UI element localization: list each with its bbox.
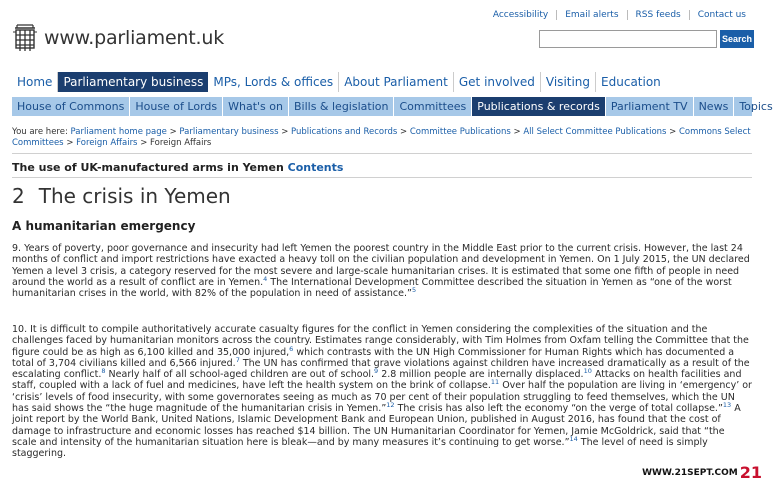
nav-mps-lords-offices[interactable]: MPs, Lords & offices [208, 72, 339, 92]
search-button[interactable]: Search [720, 30, 754, 48]
chapter-number: 2 [12, 184, 25, 208]
breadcrumb-item[interactable]: Parliamentary business [179, 127, 279, 137]
nav-about-parliament[interactable]: About Parliament [339, 72, 454, 92]
site-logo[interactable] [12, 22, 224, 54]
footnote-link[interactable]: 11 [490, 378, 500, 387]
divider [12, 153, 752, 154]
email-alerts-link[interactable]: Email alerts [556, 10, 626, 20]
paragraph-text: 2.8 million people are internally displaced. [378, 369, 584, 381]
secondary-nav [12, 97, 773, 116]
paragraph-text: A joint report by the World Bank, United Nations, Islamic Development Bank and European Union, published in August 2016, has found that the cost of damage to infrastructure and economic losses has reached $14 billion. The UN Humanitarian Coordinator for Yemen, Jamie McGoldrick, said that “the scale and intensity of the humanitarian situation here is bleak—and by many measures it’s continuing to get worse.” [12, 403, 741, 448]
contact-us-link[interactable]: Contact us [689, 10, 754, 20]
paragraph-text: Over half the population are living in ‘emergency’ or ‘crisis’ levels of food insecurity, with some governorates seeing as much as 70 per cent of their population struggling to feed themselves, which the UN has said shows the “the huge magnitude of the humanitarian crisis in Yemen.” [12, 380, 752, 415]
footnote-link[interactable]: 9 [374, 367, 379, 376]
paragraph-10 [12, 324, 752, 460]
subnav-house-of-commons[interactable]: House of Commons [12, 97, 130, 116]
chapter-heading [12, 184, 231, 208]
footnote-link[interactable]: 5 [411, 286, 417, 295]
subnav-committees[interactable]: Committees [394, 97, 472, 116]
nav-home[interactable]: Home [12, 72, 58, 92]
paragraph-text: The International Development Committee described the situation in Yemen as “one of the worst humanitarian crises in the world, with 82% of the population in need of assistance.” [12, 276, 732, 300]
subnav-house-of-lords[interactable]: House of Lords [130, 97, 223, 116]
subnav-news[interactable]: News [694, 97, 735, 116]
breadcrumb-item[interactable]: Committee Publications [409, 127, 511, 137]
report-title [12, 161, 343, 174]
footnote-link[interactable]: 14 [569, 434, 578, 443]
nav-parliamentary-business[interactable]: Parliamentary business [58, 72, 208, 92]
paragraph-text: which contrasts with the UN High Commissioner for Human Rights which has documented a total of 3,704 civilians killed and 6,566 injured. [12, 346, 735, 369]
nav-visiting[interactable]: Visiting [541, 72, 596, 92]
nav-get-involved[interactable]: Get involved [454, 72, 541, 92]
accessibility-link[interactable]: Accessibility [492, 10, 549, 20]
footnote-link[interactable]: 13 [722, 400, 732, 409]
search-bar [539, 30, 754, 48]
breadcrumb-current: Foreign Affairs [150, 138, 212, 148]
footnote-link[interactable]: 8 [101, 367, 106, 376]
breadcrumb-item[interactable]: Publications and Records [291, 127, 398, 137]
footnote-link[interactable]: 10 [583, 367, 592, 376]
paragraph-text: The level of need is simply staggering. [12, 436, 708, 460]
portcullis-icon [12, 22, 38, 54]
section-subheading: A humanitarian emergency [12, 219, 196, 233]
watermark-mark: 21 [739, 463, 762, 482]
paragraph-text: 10. It is difficult to compile authoritatively accurate casualty figures for the conflict in Yemen considering the complexities of the situation and the challenges faced by humanitarian monitors across the country. Estimates range considerably, with Tim Holmes from Oxfam telling the Committee that the figure could be as high as 6,100 killed and 35,000 injured, [12, 324, 749, 358]
search-input[interactable] [539, 30, 717, 48]
divider [12, 177, 752, 178]
paragraph-text: 9. Years of poverty, poor governance and insecurity had left Yemen the poorest country in the Middle East prior to the current crisis. However, the last 24 months of conflict and import restrictions have exacted a heavy toll on the civilian population and development in Yemen. On 1 July 2015, the UN declared Yemen a level 3 crisis, a category reserved for the most severe and large-scale humanitarian crises. It is estimated that some one fifth of people in need around the world as a result of conflict are in Yemen. [12, 243, 750, 288]
paragraph-text: The UN has confirmed that grave violations against children have increased dramatically as a result of the escalating conflict. [12, 357, 750, 381]
subnav-whats-on[interactable]: What's on [223, 97, 289, 116]
contents-link[interactable]: Contents [287, 161, 344, 174]
subnav-parliament-tv[interactable]: Parliament TV [606, 97, 694, 116]
watermark [642, 463, 762, 482]
chapter-title: The crisis in Yemen [38, 184, 231, 208]
subnav-bills-legislation[interactable]: Bills & legislation [289, 97, 394, 116]
paragraph-9 [12, 243, 752, 299]
breadcrumb: You are here: Parliament home page > Parliamentary business > Publications and Records > Committee Publications > All Select Committee Publications > Commons Select Committees > Foreign Affairs > Foreign Affairs [12, 127, 751, 148]
footnote-link[interactable]: 6 [289, 344, 294, 353]
watermark-text: WWW.21SEPT.COM [642, 467, 738, 478]
breadcrumb-item[interactable]: All Select Committee Publications [523, 127, 667, 137]
breadcrumb-prefix: You are here: [12, 127, 68, 137]
breadcrumb-item[interactable]: Foreign Affairs [76, 138, 138, 148]
breadcrumb-item[interactable]: Parliament home page [70, 127, 167, 137]
report-title-text: The use of UK-manufactured arms in Yemen [12, 161, 284, 174]
logo-text: www.parliament.uk [44, 27, 225, 49]
footnote-link[interactable]: 7 [235, 355, 240, 364]
paragraph-text: The crisis has also left the economy “on the verge of total collapse.” [394, 403, 723, 415]
rss-feeds-link[interactable]: RSS feeds [627, 10, 689, 20]
subnav-publications-records[interactable]: Publications & records [472, 97, 606, 116]
subnav-topics[interactable]: Topics [734, 97, 778, 116]
breadcrumb-item[interactable]: Commons Select Committees [12, 127, 751, 148]
paragraph-text: Nearly half of all school-aged children are out of school. [105, 369, 375, 381]
utility-links [485, 10, 754, 20]
paragraph-text: Attacks on health facilities and staff, coupled with a lack of fuel and medicines, have left the health system on the brink of collapse. [12, 369, 742, 392]
footnote-link[interactable]: 12 [386, 400, 395, 409]
primary-nav [12, 72, 666, 92]
nav-education[interactable]: Education [601, 75, 661, 89]
footnote-link[interactable]: 4 [263, 274, 268, 283]
